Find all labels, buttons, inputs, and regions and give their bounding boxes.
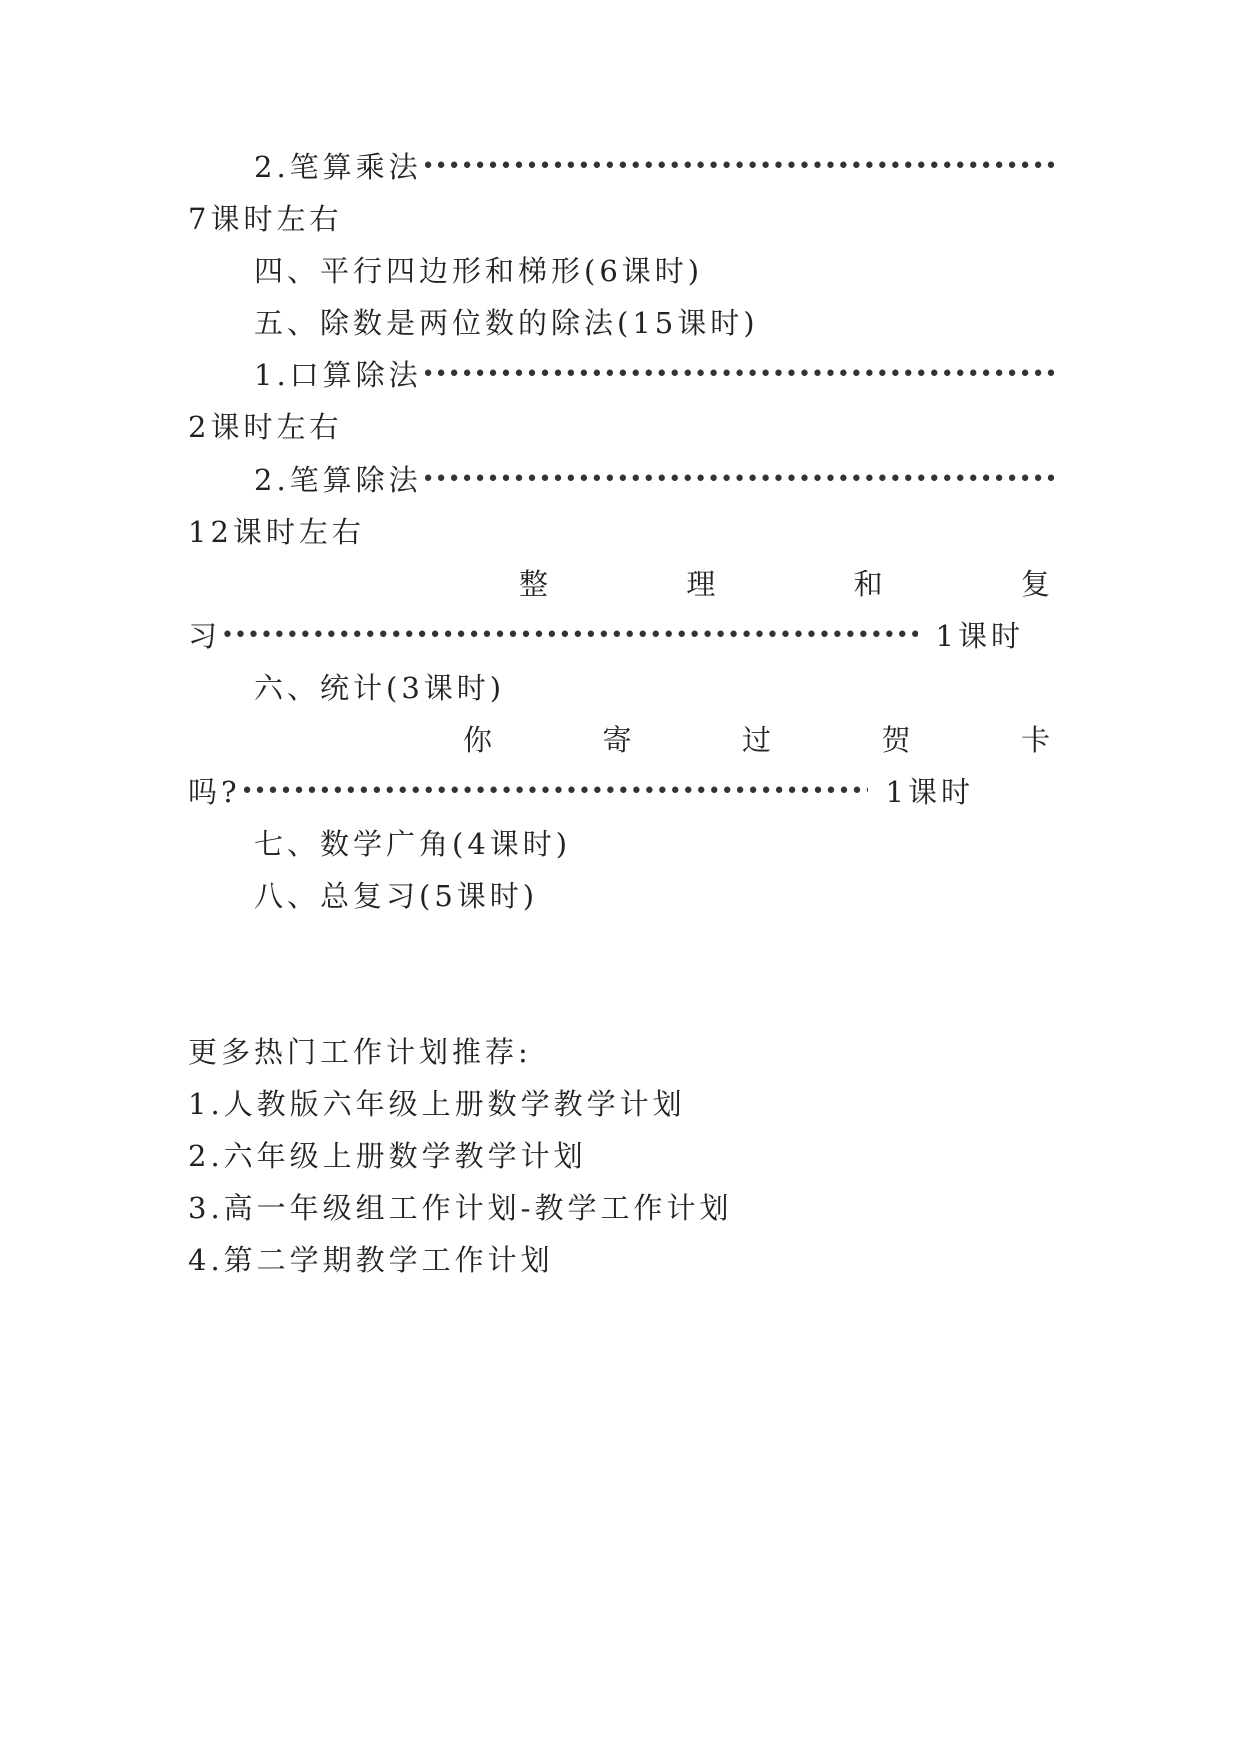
- toc-hours: 7课时左右: [188, 202, 343, 236]
- leader-dots: [422, 355, 1054, 395]
- spread-char: 你: [463, 723, 497, 757]
- spread-char: 理: [686, 567, 720, 601]
- toc-hours: 2课时左右: [188, 410, 343, 444]
- toc-line-written-division: [254, 460, 1054, 500]
- spread-char: 过: [741, 723, 775, 757]
- toc-hours: 12课时左右: [188, 515, 365, 549]
- leader-dots: [422, 460, 1054, 500]
- chapter-heading: 八、总复习(5课时): [254, 879, 539, 913]
- toc-label: 吗?: [188, 775, 241, 809]
- toc-line-greeting-card: [188, 772, 974, 812]
- spread-char: 卡: [1020, 723, 1054, 757]
- spread-char: 寄: [602, 723, 636, 757]
- chapter-heading: 四、平行四边形和梯形(6课时): [254, 254, 704, 288]
- chapter-heading: 六、统计(3课时): [254, 671, 506, 705]
- toc-label: 2.笔算除法: [254, 463, 422, 497]
- toc-label: 2.笔算乘法: [254, 150, 422, 184]
- toc-line-oral-division: [254, 355, 1054, 395]
- recommend-link[interactable]: 1.人教版六年级上册数学教学计划: [188, 1087, 686, 1121]
- chapter-heading: 五、除数是两位数的除法(15课时): [254, 306, 759, 340]
- chapter-heading: 七、数学广角(4课时): [254, 827, 572, 861]
- spread-char: 贺: [881, 723, 915, 757]
- leader-dots: [221, 616, 918, 656]
- spread-char: 整: [519, 567, 553, 601]
- toc-spread-line: [519, 564, 1054, 604]
- toc-line-written-multiplication: [254, 147, 1054, 187]
- toc-label: 1.口算除法: [254, 358, 422, 392]
- recommend-link[interactable]: 3.高一年级组工作计划-教学工作计划: [188, 1191, 733, 1225]
- toc-hours: 1课时: [885, 775, 974, 809]
- toc-label: 习: [188, 619, 222, 653]
- recommend-link[interactable]: 2.六年级上册数学教学计划: [188, 1139, 587, 1173]
- toc-hours: 1课时: [935, 619, 1024, 653]
- spread-char: 复: [1020, 567, 1054, 601]
- recommend-link[interactable]: 4.第二学期教学工作计划: [188, 1243, 554, 1277]
- spread-char: 和: [853, 567, 887, 601]
- recommend-heading: 更多热门工作计划推荐:: [188, 1035, 532, 1069]
- leader-dots: [422, 147, 1054, 187]
- toc-line-review: [188, 616, 1024, 656]
- toc-spread-line: [463, 720, 1054, 760]
- leader-dots: [241, 772, 868, 812]
